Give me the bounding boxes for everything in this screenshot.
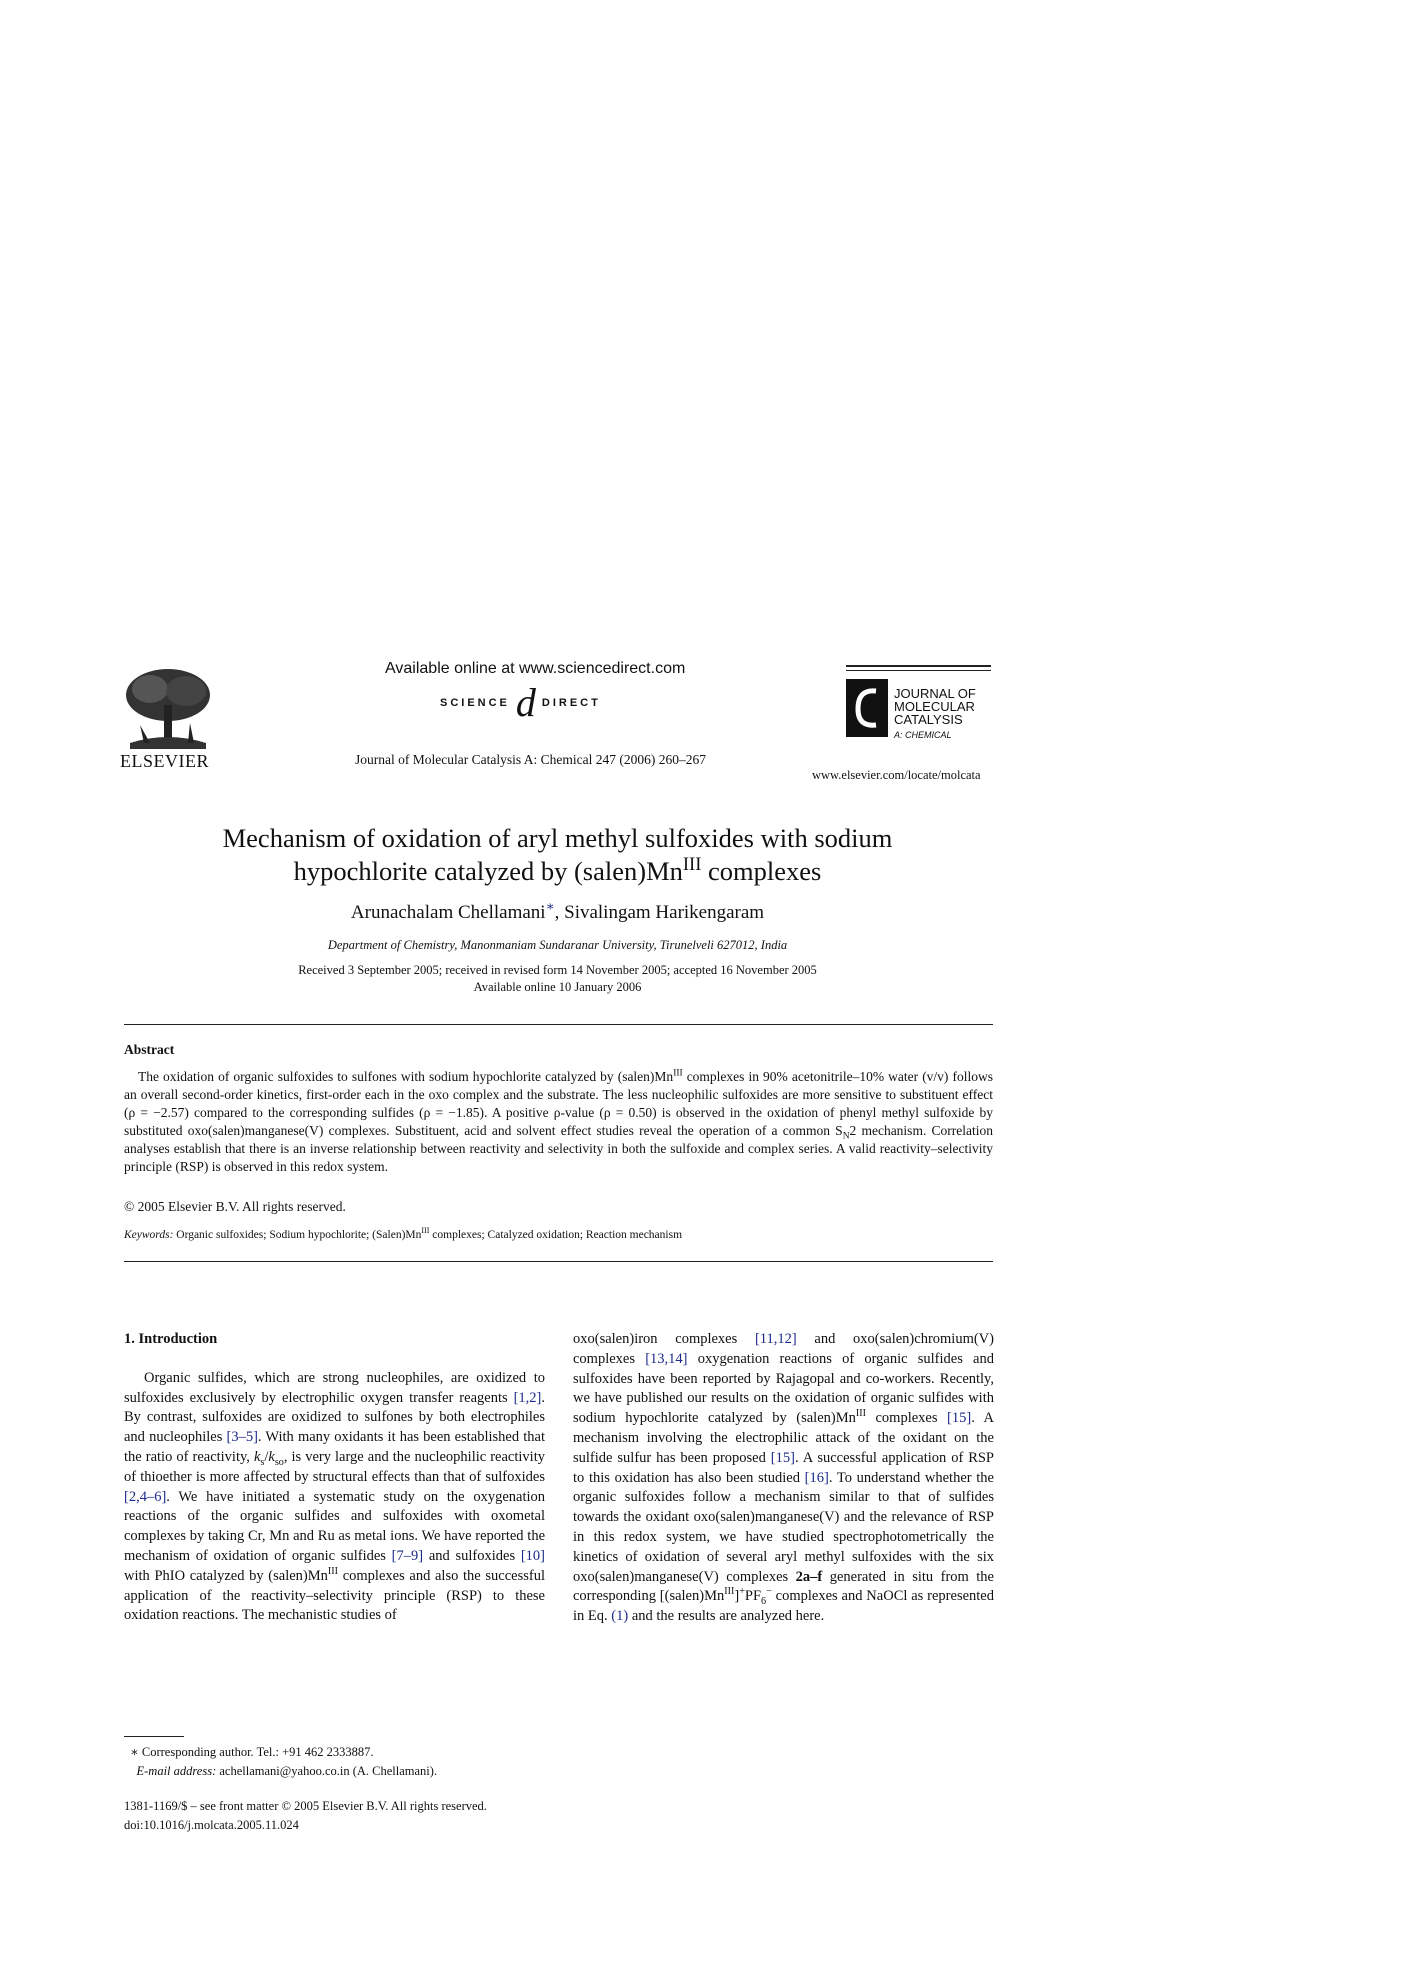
text: with PhIO catalyzed by (salen)Mn [124,1567,328,1584]
affiliation: Department of Chemistry, Manonmaniam Sundaranar University, Tirunelveli 627012, India [327,938,788,952]
logo-rule [846,665,991,667]
text: complexes [865,1410,948,1427]
right-column [573,1330,994,1627]
journal-logo-line-2: MOLECULAR [894,699,975,714]
elsevier-logo [120,665,220,772]
abstract-text [124,1068,993,1176]
email-address[interactable]: achellamani@yahoo.co.in (A. Chellamani). [216,1764,438,1778]
citation-link[interactable]: [11,12] [754,1331,797,1347]
keywords [124,1226,683,1241]
corresponding-author-link[interactable]: ∗ [545,898,555,914]
compound-label: 2a–f [795,1568,823,1585]
keywords-text: Organic sulfoxides; Sodium hypochlorite; (Salen)Mn [173,1229,422,1241]
text: PF [744,1588,762,1605]
footnote-line-2 [124,1762,437,1781]
front-matter [124,1797,487,1835]
abstract-heading: Abstract [124,1042,175,1057]
text: , is very large and the nucleophilic reactivity of thioether is more affected by structural effects than that of sulfoxides [124,1448,545,1485]
text: oxo(salen)iron complexes [573,1331,755,1347]
text: complexes and NaOCl as represented in Eq. [573,1588,994,1625]
elsevier-tree-icon [120,665,216,749]
sd-at-icon: d [515,680,536,725]
text: . A successful application of RSP to this oxidation has also been studied [573,1449,994,1486]
journal-logo-sub: A: CHEMICAL [894,730,952,740]
journal-logo [846,665,991,742]
text: and sulfoxides [423,1547,521,1564]
text: Organic sulfides, which are strong nucleophiles, are oxidized to sulfoxides exclusively by electrophilic oxygen transfer reagents [124,1369,545,1406]
intro-paragraph-1-cont [573,1330,994,1627]
citation-link[interactable]: [16] [804,1469,829,1486]
citation-link[interactable]: [1,2] [513,1389,542,1406]
title-line-2-text: hypochlorite catalyzed by (salen)Mn [293,856,683,886]
journal-citation: Journal of Molecular Catalysis A: Chemical 247 (2006) 260–267 [355,752,706,767]
title-line-2 [0,855,1115,888]
citation-link[interactable]: [13,14] [645,1350,688,1367]
citation-link[interactable]: [7–9] [391,1547,424,1564]
footnote-text: Corresponding author. Tel.: +91 462 2333887. [138,1745,374,1759]
text: oxygenation reactions of organic sulfides and sulfoxides have been reported by Rajagopal and co-workers. Recently, we have published our results on the oxidation of organic sulfides with sodium hypochlorite catalyzed by (salen)Mn [573,1350,994,1427]
abstract-sup: III [673,1068,683,1079]
math-sub: so [274,1456,284,1468]
author-1: Arunachalam Chellamani [350,902,546,923]
keywords-text-end: complexes; Catalyzed oxidation; Reaction mechanism [429,1229,683,1241]
sup: + [739,1586,745,1598]
abstract-part: The oxidation of organic sulfoxides to sulfones with sodium hypochlorite catalyzed by (salen)Mn [138,1069,674,1084]
sup: − [766,1586,772,1598]
left-column [124,1330,545,1626]
math-var: k [253,1448,261,1465]
issn-line: 1381-1169/$ – see front matter © 2005 Elsevier B.V. All rights reserved. [124,1799,487,1813]
title-line-1: Mechanism of oxidation of aryl methyl sulfoxides with sodium [222,823,893,853]
sd-left-text: SCIENCE [440,697,510,709]
citation-link[interactable]: [15] [947,1410,972,1427]
abstract-bottom-rule [124,1261,993,1262]
keywords-label: Keywords: [124,1229,174,1241]
journal-logo-icon [846,679,888,737]
citation-link[interactable]: [2,4–6] [124,1488,167,1505]
text: . To understand whether the organic sulfoxides follow a mechanism similar to that of sulfides towards the oxidant oxo(salen)manganese(V) and the relevance of RSP in this redox system, we have studied spectrophotometrically the kinetics of oxidation of several aryl methyl sulfoxides with the six oxo(salen)manganese(V) complexes [573,1469,994,1585]
author-2: , Sivalingam Harikengaram [554,902,765,923]
abstract-copyright: © 2005 Elsevier B.V. All rights reserved. [124,1199,346,1214]
sup: III [327,1565,339,1577]
sd-right-text: DIRECT [541,697,601,709]
logo-rule-thin [846,670,991,671]
doi-line[interactable]: doi:10.1016/j.molcata.2005.11.024 [124,1818,299,1832]
text: complexes and also the successful application of the reactivity–selectivity principle (RSP) to these oxidation reactions. The mechanistic studies of [124,1567,545,1624]
citation-link[interactable]: [10] [520,1547,545,1564]
section-heading: 1. Introduction [124,1331,218,1347]
dates-line-2: Available online 10 January 2006 [473,980,642,994]
journal-url-link[interactable]: www.elsevier.com/locate/molcata [812,768,981,782]
article-title [0,822,1115,888]
journal-logo-line-3: CATALYSIS [894,712,963,727]
abstract-top-rule [124,1024,993,1025]
math-sub: s [260,1456,265,1468]
text: and oxo(salen)chromium(V) complexes [573,1331,994,1367]
text: and the results are analyzed here. [628,1608,825,1625]
abstract-part: 2 mechanism. Correlation analyses establish that there is an inverse relationship between reactivity and selectivity in both the sulfoxide and complex series. A valid reactivity–selectivity principle (RSP) is observed in this redox system. [124,1123,993,1174]
publisher-name: ELSEVIER [120,751,209,771]
article-dates [0,962,1115,996]
authors [0,898,1115,924]
abstract-sub: N [842,1131,850,1142]
footnote-rule [124,1736,184,1737]
journal-logo-line-1: JOURNAL OF [894,686,976,701]
sciencedirect-logo [440,680,601,725]
email-label: E-mail address: [136,1764,217,1778]
footnote-mark: ∗ [130,1745,139,1759]
text: generated in situ from the corresponding [(salen)Mn [573,1568,994,1605]
text: ] [734,1588,740,1605]
intro-paragraph-1 [124,1369,545,1626]
abstract-part: complexes in 90% acetonitrile–10% water (v/v) follows an overall second-order kinetics, first-order each in the oxo complex and the substrate. The less nucleophilic sulfoxides are more sensitive to substituent effect (ρ = −2.57) compared to the corresponding sulfides (ρ = −1.85). A positive ρ-value (ρ = 0.50) is observed in the oxidation of phenyl methyl sulfoxide by substituted oxo(salen)manganese(V) complexes. Substituent, acid and solvent effect studies reveal the operation of a common S [124,1069,993,1138]
citation-link[interactable]: [3–5] [226,1429,258,1446]
equation-link[interactable]: (1) [611,1608,629,1625]
dates-line-1: Received 3 September 2005; received in revised form 14 November 2005; accepted 16 November 2005 [298,963,817,977]
text: . A mechanism involving the electrophilic attack of the oxidant on the sulfide sulfur has been proposed [573,1410,994,1466]
footnote [124,1743,437,1781]
sub: 6 [761,1596,767,1608]
text: . With many oxidants it has been established that the ratio of reactivity, [124,1429,545,1465]
text: . By contrast, sulfoxides are oxidized to sulfones by both electrophiles and nucleophiles [124,1389,545,1446]
math-slash: / [264,1448,269,1465]
math-var: k [268,1448,275,1465]
text: . We have initiated a systematic study on the oxygenation reactions of the organic sulfides and sulfoxides with oxometal complexes by taking Cr, Mn and Ru as metal ions. We have reported the mechanism of oxidation of organic sulfides [124,1488,545,1564]
footnote-line-1 [124,1743,437,1762]
sup: III [724,1586,735,1598]
keywords-sup: III [421,1226,430,1236]
available-online-text: Available online at www.sciencedirect.com [385,660,686,677]
title-superscript: III [682,854,702,876]
sup: III [855,1408,866,1420]
title-line-2-end: complexes [701,856,822,886]
citation-link[interactable]: [15] [770,1449,795,1466]
